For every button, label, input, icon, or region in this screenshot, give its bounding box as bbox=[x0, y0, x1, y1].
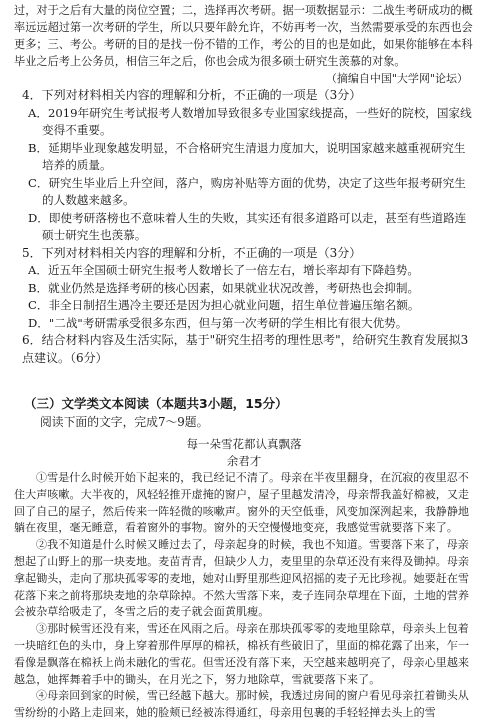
question-6 bbox=[14, 332, 474, 367]
question-4 bbox=[14, 87, 474, 245]
option-a: A．2019年研究生考试报考人数增加导致很多专业国家线提高，一些好的院校，国家线变得不重要。 bbox=[28, 105, 472, 137]
option-d: D．即使考研落榜也不意味着人生的失败，其实还有很多道路可以走，甚至有些道路连硕士研究生也羡慕。 bbox=[28, 210, 467, 242]
story-paragraph: ②我不知道是什么时候又睡过去了，母亲起身的时候，我也不知道。雪要落下来了，母亲想起了山野上的那一块麦地。麦苗青青，但缺少人力，麦里里的杂草还没有来得及锄掉。母亲拿起锄头，走向了那块孤零零的麦地，她对山野里那些迎风招摇的麦子无比珍视。她要赶在雪花落下来之前将那块麦地的杂草除掉。不然大雪落下来，麦子连同杂草埋在下面，土地的营养会被杂草给吸走了，冬雪之后的麦子就会面黄肌瘦。 bbox=[14, 538, 470, 619]
option-b: B．延期毕业现象越发明显，不合格研究生清退力度加大，说明国家越来越重视研究生培养的质量。 bbox=[28, 140, 466, 172]
story-paragraph: ③那时候雪还没有来，雪还在风雨之后。母亲在那块孤零零的麦地里除草，母亲头上包着一块暗红色的头巾，身上穿着那件厚厚的棉袄，棉袄有些破旧了，里面的棉花露了出来，乍一看像是飘落在棉袄上尚未融化的雪花。但雪还没有落下来，天空越来越明亮了，母亲心里越来越急，她挥舞着手中的锄头，在月光之下，努力地除草，雪就要落下来了。 bbox=[14, 622, 470, 686]
section-instructions: 阅读下面的文字，完成7～9题。 bbox=[40, 415, 209, 429]
section-heading: （三）文学类文本阅读（本题共3小题，15分） bbox=[24, 396, 288, 411]
option-c: C．研究生毕业后上升空间，落户，购房补贴等方面的优势，决定了这些年报考研究生的人数越来越多。 bbox=[28, 175, 466, 207]
option-d: D．"二战"考研需承受很多东西，但与第一次考研的学生相比有很大优势。 bbox=[28, 315, 408, 330]
option-a: A．近五年全国硕士研究生报考人数增长了一倍左右，增长率却有下降趋势。 bbox=[28, 263, 419, 277]
story-title: 每一朵雪花都认真飘落 bbox=[186, 437, 302, 451]
story-author: 余君才 bbox=[226, 454, 262, 468]
option-c: C．非全日制招生遇冷主要还是因为担心就业问题，招生单位普遍压缩名额。 bbox=[28, 298, 420, 312]
question-stem: 4．下列对材料相关内容的理解和分析，不正确的一项是（3分） bbox=[22, 88, 362, 102]
story-paragraph: ④母亲回到家的时候，雪已经越下越大。那时候，我透过房间的窗户看见母亲扛着锄头从雪纷纷的小路上走回来，她的脸颊已经被冻得通红，母亲用包裹的手轻轻掸去头上的雪 bbox=[14, 689, 469, 720]
question-5 bbox=[14, 245, 474, 333]
story-paragraph: ①雪是什么时候开始下起来的，我已经记不清了。母亲在半夜里翻身，在沉寂的夜里忍不住大声咳嗽。大半夜的，风轻轻推开虚掩的窗户，屋子里越发清冷，母亲帮我盖好棉被，又走回了自己的屋子，然后传来一阵轻微的咳嗽声。窗外的天空低垂，风变加深洌起来，我静静地躺在夜里，毫无睡意，看着窗外的事物。窗外的天空慢慢地变亮，我感觉雪就要落下来了。 bbox=[14, 471, 470, 535]
passage-source: （摘编自中国"大学网"论坛） bbox=[325, 72, 468, 85]
answer-space bbox=[14, 367, 474, 395]
option-b: B．就业仍然是选择考研的核心因素，如果就业状况改善，考研热也会抑制。 bbox=[28, 280, 420, 295]
question-stem: 6．结合材料内容及生活实际，基于"研究生招考的理性思考"，给研究生教育发展拟3点建议。（6分） bbox=[22, 333, 469, 365]
question-stem: 5．下列对材料相关内容的理解和分析，不正确的一项是（3分） bbox=[22, 245, 362, 260]
passage-paragraph: 过，对于之后有大量的岗位空置；二，选择再次考研。据一项数据显示：二战生考研成功的概率远远超过第一次考研的学生，所以只要年龄允许，不妨再考一次，当然需要承受的东西也会更多；三、考公。考研的目的是找一份不错的工作，考公的目的也是如此，如果你能够在本科毕业之后考上公务员，相信三年之后，你也会成为很多硕士研究生羡慕的对象。 bbox=[14, 4, 473, 68]
